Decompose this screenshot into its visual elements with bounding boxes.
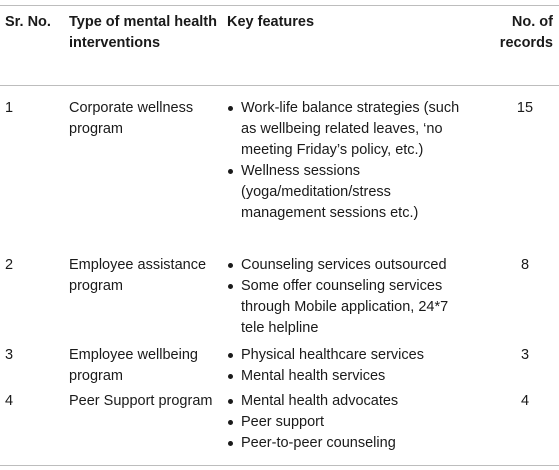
row-features xyxy=(227,255,473,339)
header-type: Type of mental health interventions xyxy=(69,14,217,51)
feature-item: Mental health advocates xyxy=(227,391,473,412)
row-type: Employee assistance program xyxy=(69,257,207,294)
row-sr-no: 1 xyxy=(5,100,14,116)
feature-item: Wellness sessions (yoga/meditation/stress management sessions etc.) xyxy=(227,161,473,224)
table-top-rule xyxy=(0,5,559,6)
records-value: 3 xyxy=(520,347,530,363)
row-records xyxy=(473,98,553,119)
row-sr-no: 3 xyxy=(5,347,14,363)
row-records xyxy=(473,345,553,366)
header-sr-no: Sr. No. xyxy=(5,14,51,30)
feature-item: Physical healthcare services xyxy=(227,345,473,366)
header-key-features: Key features xyxy=(227,14,315,30)
row-type: Corporate wellness program xyxy=(69,100,194,137)
records-value: 4 xyxy=(520,393,530,409)
row-type: Employee wellbeing program xyxy=(69,347,198,384)
row-sr-no: 4 xyxy=(5,393,14,409)
row-features xyxy=(227,391,473,454)
row-sr-no: 2 xyxy=(5,257,14,273)
feature-item: Some offer counseling services through Mobile application, 24*7 tele helpline xyxy=(227,276,473,339)
row-type: Peer Support program xyxy=(69,393,213,409)
header-bottom-rule xyxy=(0,85,559,86)
row-records xyxy=(473,255,553,276)
row-records xyxy=(473,391,553,412)
header-records: No. of records xyxy=(499,14,553,51)
records-value: 15 xyxy=(516,100,534,116)
row-features xyxy=(227,345,473,387)
feature-item: Mental health services xyxy=(227,366,473,387)
feature-item: Peer-to-peer counseling xyxy=(227,433,473,454)
feature-item: Work-life balance strategies (such as wellbeing related leaves, ‘no meeting Friday’s policy, etc.) xyxy=(227,98,473,161)
table-bottom-rule xyxy=(0,465,559,466)
feature-item: Peer support xyxy=(227,412,473,433)
records-value: 8 xyxy=(520,257,530,273)
feature-item: Counseling services outsourced xyxy=(227,255,473,276)
row-features xyxy=(227,98,473,224)
